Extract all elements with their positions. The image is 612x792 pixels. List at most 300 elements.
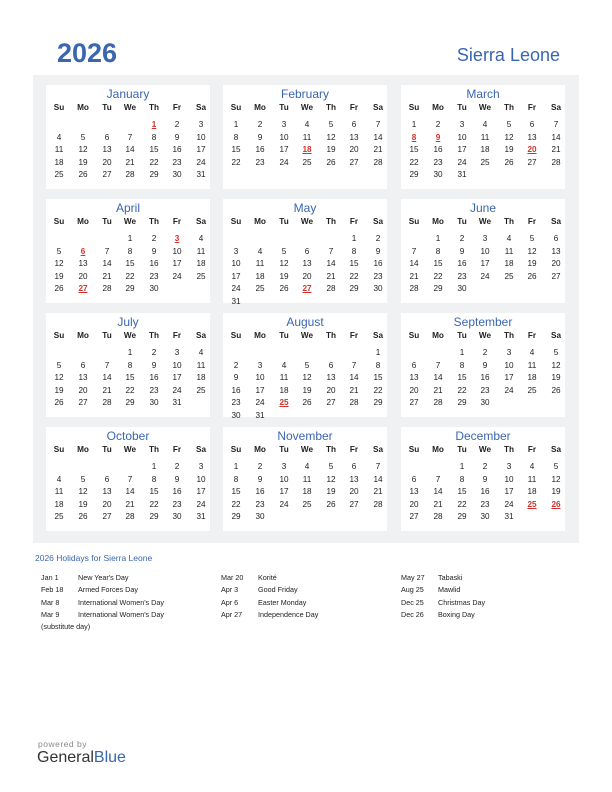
day-cell: 22 [349,271,359,281]
weekday-label: Sa [372,331,383,340]
day-cell: 18 [54,499,64,509]
day-cell: 14 [349,373,359,382]
weekday-label: Fr [527,445,537,454]
day-cell: 22 [457,385,467,395]
day-cell: 14 [433,487,443,496]
day-cell: 1 [351,234,357,243]
holiday-date: Mar 9 [41,609,60,619]
weekday-label: Su [408,445,420,454]
day-cell: 18 [279,385,289,395]
month-july [46,313,210,417]
day-cell: 10 [457,132,467,142]
month-name: October [106,429,150,443]
day-cell: 30 [255,512,265,521]
day-cell: 26 [54,284,64,293]
day-cell: 14 [102,259,112,268]
day-cell: 18 [196,373,206,382]
day-cell: 1 [459,348,465,357]
day-cell: 4 [281,360,287,370]
weekday-header [223,444,387,456]
month-name: December [455,429,511,443]
weekday-label: Su [408,331,420,340]
day-cell: 1 [411,120,417,129]
day-cell: 27 [551,271,561,281]
week-row [401,246,565,258]
day-cell: 3 [174,348,180,357]
day-cell: 13 [349,132,359,142]
weekday-label: We [123,445,137,454]
day-cell: 10 [504,474,514,484]
day-cell: 31 [196,170,206,179]
week-row [46,385,210,397]
day-cell: 31 [255,410,265,420]
week-row [401,474,565,486]
week-row [401,461,565,473]
week-row [401,511,565,523]
day-cell: 5 [56,246,62,256]
holiday-date: Mar 8 [41,597,60,607]
month-march [401,85,565,189]
day-cell: 9 [257,132,263,142]
day-cell: 30 [149,284,159,293]
weekday-label: Sa [550,331,561,340]
day-cell: 23 [457,271,467,281]
day-cell: 20 [349,487,359,496]
day-cell: 26 [78,512,88,521]
holiday-day: 25 [279,398,289,407]
week-row [46,283,210,295]
day-cell: 3 [459,120,465,129]
weekday-label: Fr [349,103,359,112]
day-cell: 26 [551,385,561,395]
day-cell: 10 [231,259,241,268]
weekday-label: Fr [349,331,359,340]
day-cell: 26 [78,170,88,179]
holiday-note: (substitute day) [41,622,91,632]
day-cell: 11 [527,360,537,370]
day-cell: 28 [373,157,383,167]
day-cell: 17 [279,487,289,496]
month-name: September [453,315,513,329]
day-cell: 22 [433,271,443,281]
day-cell: 12 [279,259,289,268]
holiday-item [41,573,211,583]
day-cell: 29 [125,284,135,293]
weekday-label: Su [53,103,65,112]
day-cell: 19 [326,145,336,154]
day-cell: 18 [54,157,64,167]
day-cell: 11 [279,373,289,382]
day-cell: 2 [151,234,157,243]
day-cell: 30 [149,398,159,407]
day-cell: 5 [80,474,86,484]
day-cell: 22 [149,157,159,167]
week-row [223,283,387,295]
day-cell: 5 [281,246,287,256]
holiday-name: Christmas Day [438,597,486,607]
day-cell: 28 [373,499,383,509]
day-cell: 6 [351,462,357,471]
day-cell: 15 [373,373,383,382]
weekday-label: Mo [77,445,89,454]
day-cell: 15 [125,259,135,268]
week-row [401,283,565,295]
holiday-day: 6 [80,246,86,256]
day-cell: 26 [326,157,336,167]
weekday-label: Sa [372,103,383,112]
day-cell: 27 [349,499,359,509]
day-cell: 15 [149,487,159,496]
day-cell: 17 [504,487,514,496]
month-february [223,85,387,189]
day-cell: 16 [373,259,383,268]
day-cell: 26 [527,271,537,281]
day-cell: 15 [457,487,467,496]
day-cell: 8 [375,360,381,370]
week-row [223,347,387,359]
weekday-header [46,102,210,114]
day-cell: 10 [504,360,514,370]
day-cell: 23 [255,499,265,509]
weekday-label: Tu [102,217,112,226]
weekday-label: Fr [349,217,359,226]
day-cell: 31 [457,170,467,179]
week-row [223,410,387,422]
day-cell: 7 [104,360,110,370]
holiday-date: Mar 20 [221,573,244,582]
week-row [223,474,387,486]
day-cell: 20 [409,385,419,395]
day-cell: 1 [233,120,239,129]
weekday-label: Sa [195,331,206,340]
day-cell: 29 [457,512,467,521]
day-cell: 29 [125,398,135,407]
day-cell: 20 [78,385,88,395]
week-row [46,486,210,498]
day-cell: 25 [54,170,64,179]
day-cell: 16 [149,259,159,268]
weekday-label: Fr [527,103,537,112]
day-cell: 21 [373,145,383,154]
weekday-label: Su [230,331,242,340]
weekday-label: Fr [349,445,359,454]
day-cell: 25 [302,499,312,509]
day-cell: 6 [529,120,535,129]
weekday-label: We [478,445,492,454]
day-cell: 21 [125,499,135,509]
brand-general: General [37,749,94,766]
day-cell: 4 [257,246,263,256]
day-cell: 13 [409,487,419,496]
week-row [223,246,387,258]
day-cell: 25 [255,284,265,293]
weekday-header [401,330,565,342]
week-row [46,499,210,511]
month-august [223,313,387,420]
day-cell: 27 [409,512,419,521]
day-cell: 30 [480,512,490,521]
day-cell: 11 [504,246,514,256]
week-row [401,372,565,384]
day-cell: 6 [328,360,334,370]
day-cell: 9 [482,474,488,484]
weekday-label: Su [53,331,65,340]
day-cell: 7 [375,462,381,471]
holiday-date: Apr 3 [221,585,239,595]
weekday-label: Th [503,331,514,340]
day-cell: 25 [302,157,312,167]
week-row [46,169,210,181]
day-cell: 12 [504,132,514,142]
weekday-label: Tu [102,445,112,454]
week-row [46,271,210,283]
day-cell: 27 [409,398,419,407]
weekday-label: Mo [254,445,266,454]
weekday-label: Fr [527,331,537,340]
month-october [46,427,210,531]
holiday-name: Easter Monday [258,597,307,607]
day-cell: 28 [102,284,112,293]
holiday-name: Good Friday [258,585,298,595]
week-row [223,360,387,372]
day-cell: 21 [373,487,383,496]
day-cell: 3 [281,462,287,471]
week-row [46,372,210,384]
day-cell: 9 [482,360,488,370]
day-cell: 18 [302,487,312,496]
weekday-label: Su [408,217,420,226]
weekday-label: Su [53,445,65,454]
day-cell: 30 [373,284,383,293]
day-cell: 3 [233,246,239,256]
day-cell: 7 [411,246,417,256]
day-cell: 2 [174,462,180,471]
week-row [401,132,565,144]
weekday-label: Tu [457,331,467,340]
holiday-date: May 27 [401,573,425,582]
holiday-item [401,598,571,608]
week-row [401,347,565,359]
day-cell: 23 [172,157,182,167]
holiday-day: 9 [435,132,441,142]
day-cell: 9 [257,474,263,484]
day-cell: 28 [551,157,561,167]
day-cell: 21 [102,385,112,395]
week-row [401,397,565,409]
weekday-label: We [123,103,137,112]
month-june [401,199,565,303]
day-cell: 12 [551,360,561,370]
day-cell: 1 [375,348,381,357]
day-cell: 24 [504,499,514,509]
weekday-label: Mo [432,217,444,226]
day-cell: 21 [433,499,443,509]
week-row [401,360,565,372]
day-cell: 19 [78,157,88,167]
day-cell: 3 [257,360,263,370]
weekday-label: Tu [457,217,467,226]
week-row [401,144,565,156]
day-cell: 11 [196,246,206,256]
week-row [401,169,565,181]
day-cell: 1 [459,462,465,471]
weekday-label: Tu [457,103,467,112]
day-cell: 5 [553,462,559,471]
weekday-label: We [478,331,492,340]
day-cell: 22 [149,499,159,509]
holiday-item [401,610,571,620]
weekday-label: We [300,103,314,112]
weekday-label: Fr [172,217,182,226]
day-cell: 29 [149,170,159,179]
day-cell: 12 [54,373,64,382]
day-cell: 24 [279,499,289,509]
week-row [401,486,565,498]
day-cell: 27 [527,157,537,167]
day-cell: 10 [172,246,182,256]
weekday-label: We [478,103,492,112]
holiday-item [41,585,211,595]
day-cell: 12 [54,259,64,268]
holiday-name: International Women's Day [78,609,164,619]
day-cell: 17 [172,259,182,268]
day-cell: 2 [151,348,157,357]
day-cell: 2 [459,234,465,243]
day-cell: 17 [196,145,206,154]
day-cell: 28 [409,284,419,293]
day-cell: 20 [302,271,312,281]
day-cell: 30 [433,170,443,179]
week-row [401,385,565,397]
weekday-label: Fr [172,445,182,454]
weekday-label: We [300,217,314,226]
day-cell: 13 [551,246,561,256]
day-cell: 1 [435,234,441,243]
calendar-grid [33,75,579,543]
month-december [401,427,565,531]
day-cell: 19 [302,385,312,395]
day-cell: 13 [78,259,88,268]
day-cell: 13 [302,259,312,268]
day-cell: 13 [102,487,112,496]
week-row [223,372,387,384]
day-cell: 9 [151,360,157,370]
weekday-label: Su [230,445,242,454]
weekday-label: Mo [77,103,89,112]
day-cell: 14 [125,145,135,154]
day-cell: 17 [255,385,265,395]
day-cell: 31 [172,398,182,407]
week-row [223,296,387,308]
day-cell: 14 [125,487,135,496]
week-row [46,119,210,131]
day-cell: 8 [459,474,465,484]
day-cell: 12 [326,132,336,142]
day-cell: 1 [127,234,133,243]
day-cell: 22 [125,271,135,281]
day-cell: 20 [326,385,336,395]
holiday-item [221,598,391,608]
day-cell: 8 [435,246,441,256]
holiday-name: Independence Day [258,609,319,619]
day-cell: 14 [373,474,383,484]
weekday-label: Th [148,103,159,112]
day-cell: 2 [482,462,488,471]
day-cell: 8 [151,132,157,142]
month-name: November [277,429,333,443]
day-cell: 17 [172,373,182,382]
weekday-label: Th [325,217,336,226]
powered-by-label: powered by [38,739,87,749]
day-cell: 13 [527,132,537,142]
day-cell: 8 [459,360,465,370]
day-cell: 18 [504,259,514,268]
holiday-item [221,585,391,595]
day-cell: 6 [104,132,110,142]
day-cell: 23 [172,499,182,509]
holiday-item [41,598,211,608]
day-cell: 18 [196,259,206,268]
week-row [46,132,210,144]
day-cell: 31 [231,296,241,306]
weekday-label: Sa [372,445,383,454]
day-cell: 13 [409,373,419,382]
day-cell: 23 [480,499,490,509]
weekday-header [223,330,387,342]
day-cell: 8 [351,246,357,256]
day-cell: 22 [409,157,419,167]
day-cell: 7 [375,120,381,129]
weekday-header [46,444,210,456]
day-cell: 9 [233,373,239,382]
day-cell: 23 [433,157,443,167]
day-cell: 6 [411,474,417,484]
generalblue-logo[interactable] [37,749,126,767]
day-cell: 5 [80,132,86,142]
weekday-label: Mo [254,217,266,226]
day-cell: 2 [375,234,381,243]
day-cell: 3 [281,120,287,129]
holiday-day: 27 [302,284,312,293]
week-row [401,233,565,245]
week-row [223,258,387,270]
day-cell: 14 [326,259,336,268]
day-cell: 20 [551,259,561,268]
day-cell: 22 [125,385,135,395]
weekday-label: Th [325,445,336,454]
weekday-header [46,216,210,228]
day-cell: 21 [125,157,135,167]
holidays-title: 2026 Holidays for Sierra Leone [35,553,153,563]
weekday-label: We [478,217,492,226]
day-cell: 19 [279,271,289,281]
day-cell: 12 [527,246,537,256]
week-row [46,347,210,359]
month-name: January [106,87,150,101]
weekday-header [401,444,565,456]
week-row [223,144,387,156]
day-cell: 20 [102,157,112,167]
day-cell: 28 [102,398,112,407]
day-cell: 7 [328,246,334,256]
day-cell: 26 [326,499,336,509]
week-row [223,486,387,498]
day-cell: 29 [457,398,467,407]
day-cell: 6 [553,234,559,243]
day-cell: 7 [553,120,559,129]
month-name: March [466,87,500,101]
weekday-label: We [123,331,137,340]
